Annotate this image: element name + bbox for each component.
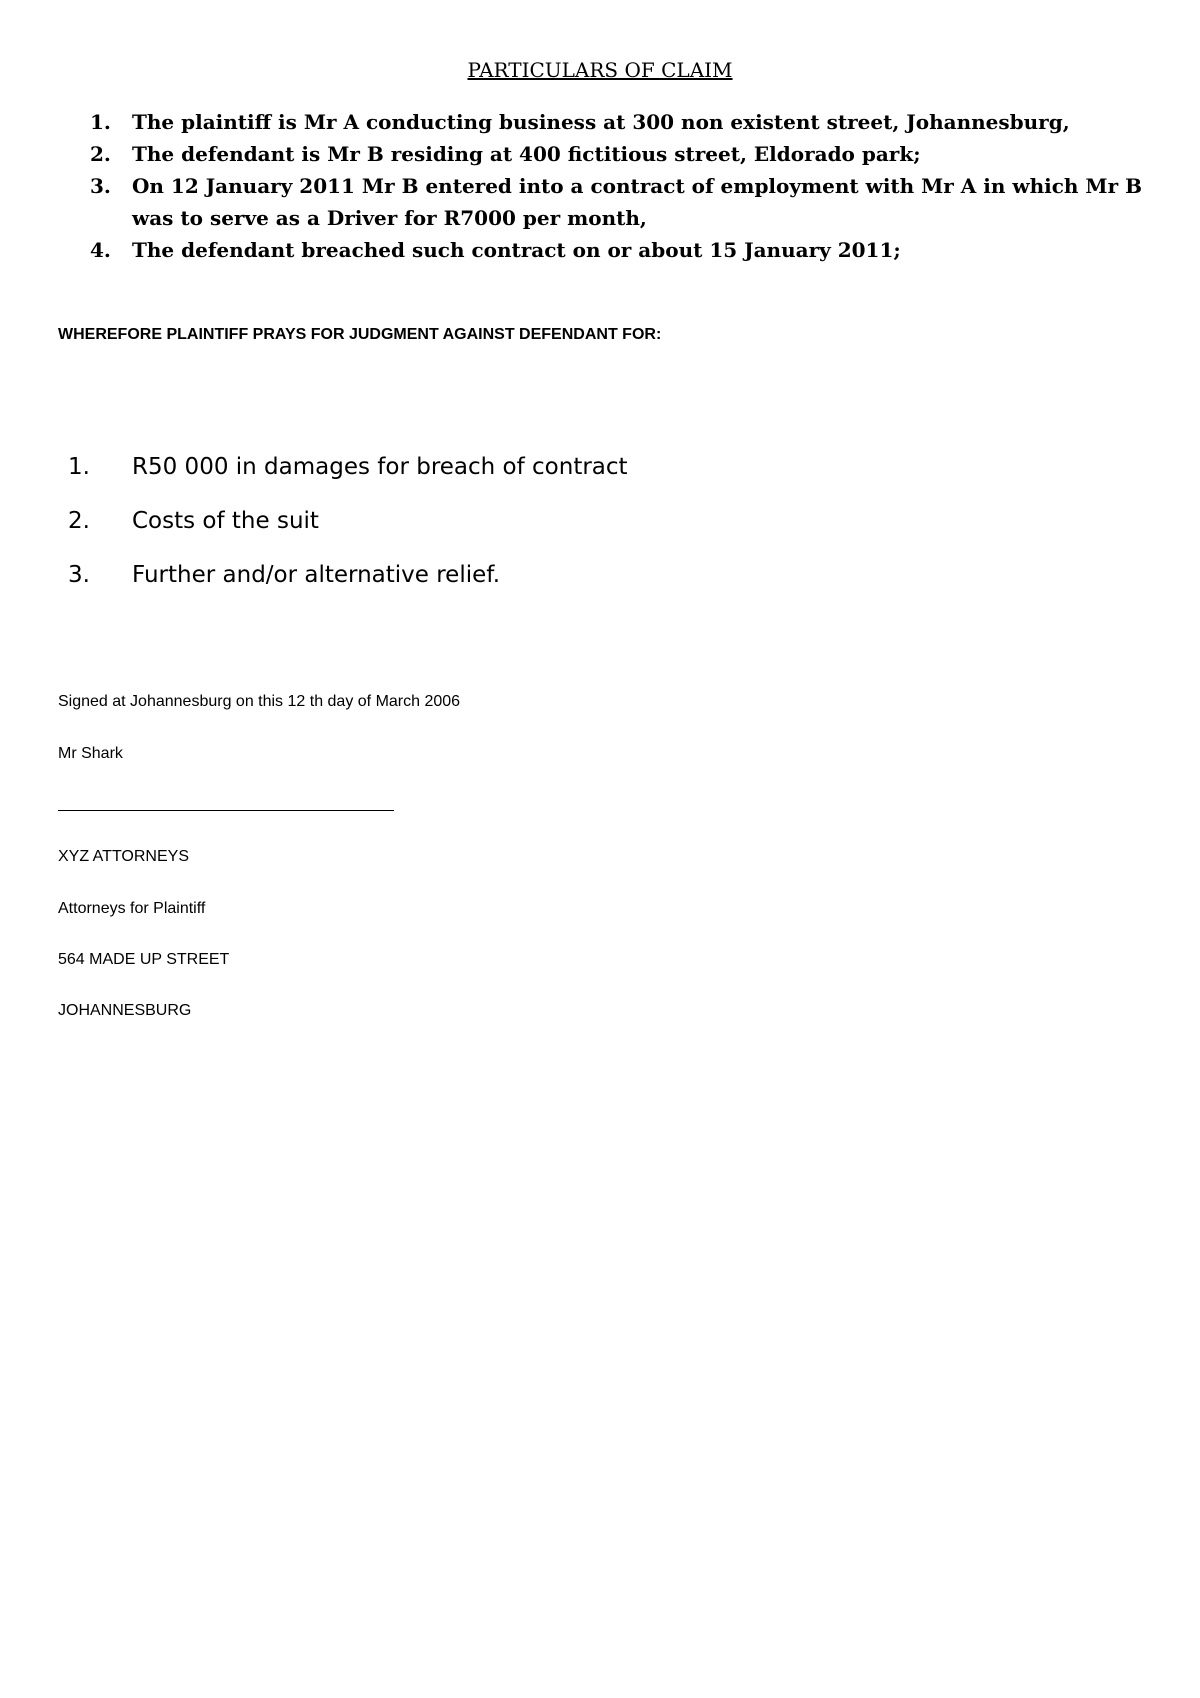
- address-city: JOHANNESBURG: [58, 1002, 192, 1019]
- prayer-heading: WHEREFORE PLAINTIFF PRAYS FOR JUDGMENT AGAINST DEFENDANT FOR:: [58, 326, 662, 343]
- relief-number: 3.: [68, 562, 90, 588]
- claim-item: [90, 106, 1160, 138]
- claim-number: 2.: [90, 142, 111, 166]
- claim-item: [90, 170, 1160, 234]
- relief-number: 2.: [68, 508, 90, 534]
- signature-line: [58, 810, 394, 811]
- claims-list: [90, 106, 1160, 266]
- document-title: PARTICULARS OF CLAIM: [467, 58, 733, 82]
- relief-text: Further and/or alternative relief.: [132, 562, 500, 588]
- signed-at-line: Signed at Johannesburg on this 12 th day of March 2006: [58, 693, 461, 710]
- relief-item: [68, 548, 628, 602]
- relief-item: [68, 440, 628, 494]
- claim-item: [90, 138, 1160, 170]
- signatory-name: Mr Shark: [58, 745, 123, 762]
- firm-name: XYZ ATTORNEYS: [58, 848, 189, 865]
- reliefs-list: [68, 440, 628, 602]
- claim-text: The plaintiff is Mr A conducting business at 300 non existent street, Johannesburg,: [132, 110, 1070, 134]
- claim-number: 3.: [90, 174, 111, 198]
- relief-item: [68, 494, 628, 548]
- relief-number: 1.: [68, 454, 90, 480]
- claim-text: On 12 January 2011 Mr B entered into a contract of employment with Mr A in which Mr B was to serve as a Driver for R7000 per month,: [132, 174, 1142, 230]
- address-street: 564 MADE UP STREET: [58, 951, 230, 968]
- relief-text: Costs of the suit: [132, 508, 319, 534]
- claim-number: 4.: [90, 238, 111, 262]
- claim-number: 1.: [90, 110, 111, 134]
- relief-text: R50 000 in damages for breach of contract: [132, 454, 628, 480]
- claim-text: The defendant breached such contract on or about 15 January 2011;: [132, 238, 901, 262]
- claim-text: The defendant is Mr B residing at 400 fictitious street, Eldorado park;: [132, 142, 921, 166]
- firm-role: Attorneys for Plaintiff: [58, 900, 206, 917]
- claim-item: [90, 234, 1160, 266]
